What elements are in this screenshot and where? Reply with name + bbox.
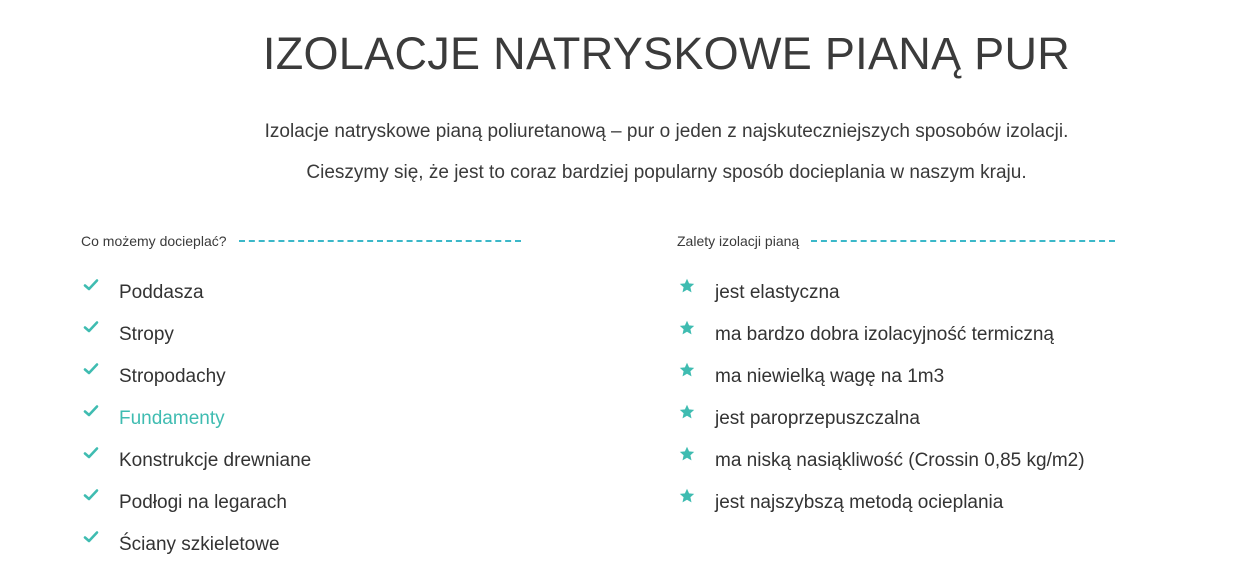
list-item-label: jest najszybszą metodą ocieplania bbox=[715, 492, 1004, 513]
foam-advantages-section bbox=[677, 230, 1147, 534]
list-item bbox=[677, 492, 1147, 534]
list-item-label: Ściany szkieletowe bbox=[119, 534, 280, 555]
list-item-label: ma bardzo dobra izolacyjność termiczną bbox=[715, 324, 1054, 345]
star-icon bbox=[677, 450, 715, 470]
list-item bbox=[81, 324, 551, 366]
list-item-highlighted[interactable] bbox=[81, 408, 551, 450]
list-item bbox=[677, 408, 1147, 450]
list-item-label: Poddasza bbox=[119, 282, 204, 303]
foam-advantages-list bbox=[677, 282, 1147, 534]
insulation-targets-section bbox=[81, 230, 551, 576]
list-item bbox=[677, 450, 1147, 492]
check-icon bbox=[81, 450, 119, 470]
check-icon bbox=[81, 282, 119, 302]
list-item-label: Konstrukcje drewniane bbox=[119, 450, 312, 471]
intro-text-line-2: Cieszymy się, że jest to coraz bardziej popularny sposób docieplania w naszym kraju. bbox=[306, 162, 1027, 183]
star-icon bbox=[677, 366, 715, 386]
star-icon bbox=[677, 282, 715, 302]
section-heading-text: Co możemy docieplać? bbox=[81, 233, 227, 249]
page-title: IZOLACJE NATRYSKOWE PIANĄ PUR bbox=[262, 28, 1071, 79]
dashed-divider bbox=[239, 240, 521, 242]
check-icon bbox=[81, 534, 119, 554]
list-item bbox=[677, 282, 1147, 324]
star-icon bbox=[677, 492, 715, 512]
list-item bbox=[81, 534, 551, 576]
list-item bbox=[677, 324, 1147, 366]
check-icon bbox=[81, 324, 119, 344]
section-heading bbox=[677, 230, 1147, 252]
dashed-divider bbox=[811, 240, 1115, 242]
list-item bbox=[81, 366, 551, 408]
section-heading-text: Zalety izolacji pianą bbox=[677, 233, 800, 249]
list-item bbox=[81, 492, 551, 534]
list-item-label: ma niewielką wagę na 1m3 bbox=[715, 366, 945, 387]
check-icon bbox=[81, 366, 119, 386]
list-item-label: ma niską nasiąkliwość (Crossin 0,85 kg/m2) bbox=[715, 450, 1085, 471]
intro-text-line-1: Izolacje natryskowe pianą poliuretanową – pur o jeden z najskuteczniejszych sposobów izolacji. bbox=[264, 121, 1069, 142]
list-item-label: jest elastyczna bbox=[715, 282, 840, 303]
list-item-label: jest paroprzepuszczalna bbox=[715, 408, 920, 429]
list-item bbox=[81, 282, 551, 324]
list-item bbox=[677, 366, 1147, 408]
check-icon bbox=[81, 408, 119, 428]
list-item-label[interactable]: Fundamenty bbox=[119, 408, 225, 429]
check-icon bbox=[81, 492, 119, 512]
star-icon bbox=[677, 408, 715, 428]
star-icon bbox=[677, 324, 715, 344]
list-item bbox=[81, 450, 551, 492]
section-heading bbox=[81, 230, 551, 252]
list-item-label: Podłogi na legarach bbox=[119, 492, 287, 513]
list-item-label: Stropy bbox=[119, 324, 174, 345]
insulation-targets-list bbox=[81, 282, 551, 576]
list-item-label: Stropodachy bbox=[119, 366, 226, 387]
